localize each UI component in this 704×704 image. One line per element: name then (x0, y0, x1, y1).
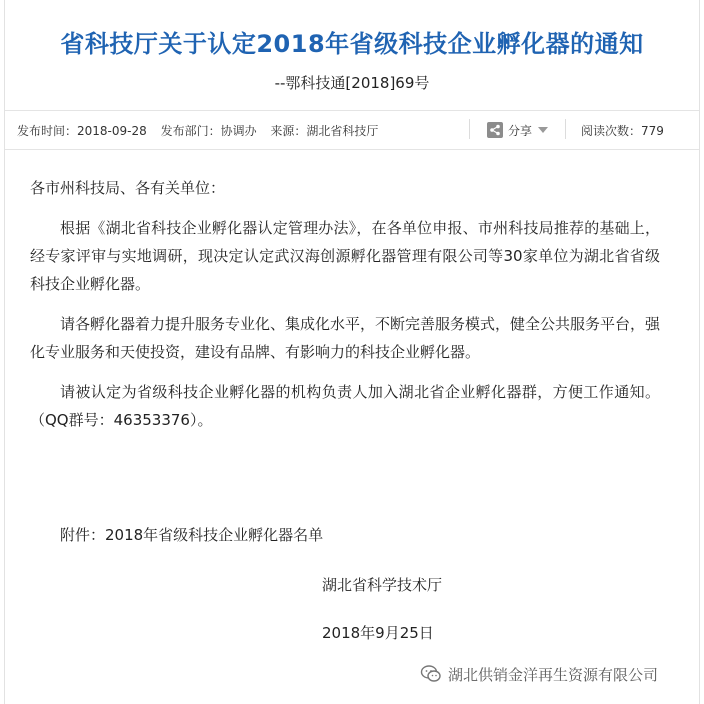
share-icon (487, 122, 503, 138)
source: 来源：湖北省科技厅 (270, 124, 379, 138)
document-number: --鄂科技通[2018]69号 (274, 74, 430, 92)
divider (565, 119, 566, 139)
article-body (30, 174, 660, 446)
share-label: 分享 (508, 123, 533, 138)
meta-bar (5, 110, 699, 150)
signature-organization: 湖北省科学技术厅 (322, 576, 443, 594)
salutation: 各市州科技局、各有关单位： (30, 179, 226, 197)
signature-date: 2018年9月25日 (322, 624, 434, 642)
chevron-down-icon (538, 127, 548, 133)
attachment-link[interactable]: 附件：2018年省级科技企业孵化器名单 (60, 526, 324, 544)
page-title: 省科技厅关于认定2018年省级科技企业孵化器的通知 (60, 30, 644, 58)
paragraph: 请被认定为省级科技企业孵化器的机构负责人加入湖北省企业孵化器群，方便工作通知。（QQ群号：46353376）。 (30, 383, 660, 429)
watermark-text: 湖北供销金洋再生资源有限公司 (448, 665, 659, 684)
view-count: 阅读次数：779 (581, 124, 664, 138)
wechat-icon (420, 663, 442, 685)
paragraph: 请各孵化器着力提升服务专业化、集成化水平，不断完善服务模式，健全公共服务平台，强化专业服务和天使投资，建设有品牌、有影响力的科技企业孵化器。 (30, 315, 661, 361)
meta-info (17, 122, 388, 139)
paragraph: 根据《湖北省科技企业孵化器认定管理办法》，在各单位申报、市州科技局推荐的基础上，经专家评审与实地调研，现决定认定武汉海创源孵化器管理有限公司等30家单位为湖北省省级科技企业孵化器。 (30, 219, 660, 293)
watermark (420, 660, 658, 688)
department: 发布部门：协调办 (160, 124, 257, 138)
divider (469, 119, 470, 139)
share-button[interactable] (487, 120, 548, 140)
publish-time: 发布时间：2018-09-28 (17, 124, 147, 138)
